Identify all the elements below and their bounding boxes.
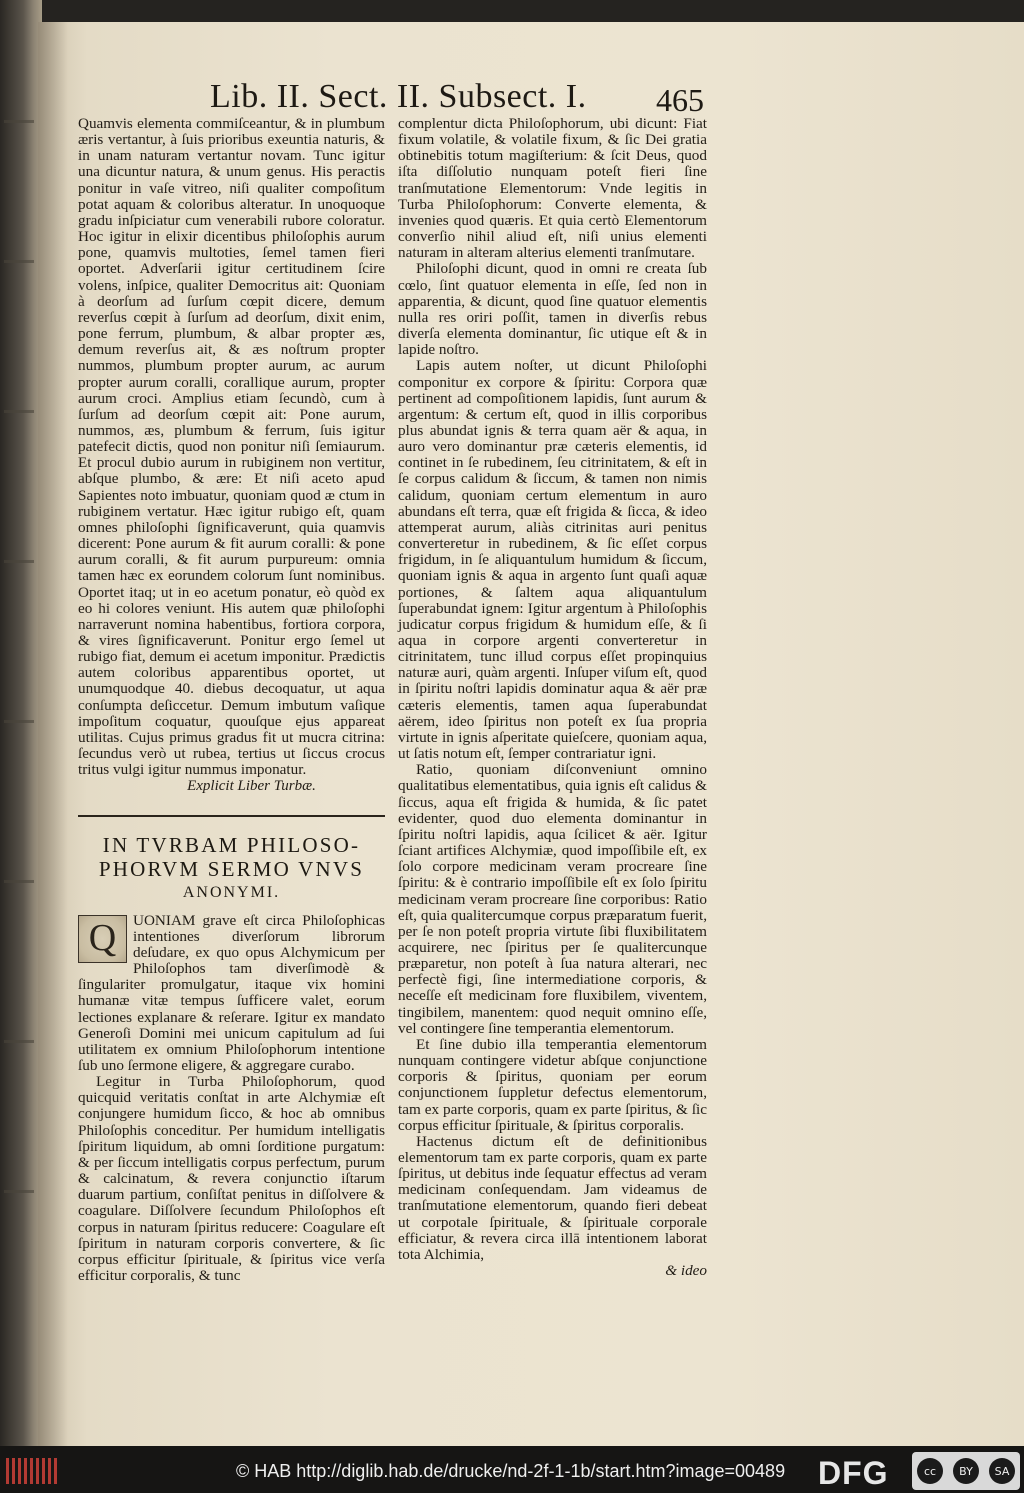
dropcap-initial: Q: [78, 915, 127, 963]
right-paragraph-3: Lapis autem noſter, ut dicunt Philoſophi componitur ex corpore & ſpiritu: Corpora quæ pertinent ad compoſitionem lapidis, ſunt aurum & argentum: & certum eſt, quod in illis corporibus plus abundat ignis & terra quam aër & aqua, in auro vero dominantur præ cæteris elementis, id continet in ſe rubedinem, ſeu citrinitatem, & eſt in ſe corpus calidum & ſiccum, & tamen non nimis calidum, quoniam certum elementum in auro abundans eſt terra, quæ eſt frigida & ſicca, & ideo attemperat aurum, aliàs citrinitas auri penitus converteretur in rubedinem, & ſic eſſet corpus frigidum, in ſe aliquantulum humidum & ſiccum, quoniam ignis & aqua in argento ſunt quaſi aquæ portiones, & ſaltem aqua aliquantulum ſuperabundat ignem: Igitur argentum à Philoſophis judicatur corpus frigidum & humidum eſſe, & ſi aqua in corpore argenti converteretur in citrinitatem, tunc illud corpus eſſet propinquius naturæ auri, quàm argenti. Inſuper viſum eſt, quod in ſpiritu noſtri lapidis dominatur aqua & aër præ cæteris elementis, tamen aqua ſuperabundat aërem, ideo ſpiritus non poteſt ex ſua propria virtute in ignis aſperitate quieſcere, quoniam aqua, ut ſatis notum eſt, ſemper contrariatur igni.: [398, 357, 707, 763]
explicit-line: Explicit Liber Turbæ.: [187, 778, 316, 795]
catchword: & ideo: [665, 1262, 707, 1280]
by-icon: BY: [953, 1458, 979, 1484]
book-page: [38, 22, 1024, 1446]
cc-icon: cc: [917, 1458, 943, 1484]
right-paragraph-6: Hactenus dictum eſt de definitionibus elementorum tam ex parte corporis, quam ex parte ſpiritus, ut debitus inde ſequatur effectus ad veram medicinam conſequendam. Jam videamus de tranſmutatione elementorum, quando fieri debeat ut corpotale ſpirituale, & ſpirituale corporale efficiatur, & revera circa illā intentionem laborat tota Alchimia,: [398, 1132, 707, 1263]
left-paragraph-3: Legitur in Turba Philoſophorum, quod quicquid veritatis conſtat in arte Alchymiæ eſt conjungere humidum ſicco, & hoc ab omnibus Philoſophis conceditur. Per humidum intelligatis ſpiritum liquidum, ab omni ſorditione purgatum: & per ſiccum intelligatis corpus perfectum, purum & calcinatum, & revera conjunctio iſtarum duarum partium, conſiſtat penitus in diſſolvere & coagulare. Diſſolvere ſecundum Philoſophos eſt corpus in naturam ſpiritus reducere: Coagulare eſt ſpiritum in naturam corporis convertere, & ſic corpus efficitur ſpirituale, & ſpiritus vice verſa efficitur corporalis, & tunc: [78, 1073, 385, 1284]
dfg-logo: DFG: [818, 1455, 889, 1491]
previous-page-edge: [0, 0, 42, 1446]
right-column: [398, 116, 707, 1279]
section-heading-line-2: PHORVM SERMO VNVS: [98, 856, 365, 881]
right-paragraph-1: complentur dicta Philoſophorum, ubi dicunt: Fiat fixum volatile, & volatile fixum, & ſic Dei gratia obtinebitis totum magiſterium: & ſcit Deus, quod iſta diſſolutio nunquam poteſt fieri ſine tranſmutatione Elementorum: Vnde legitis in Turba Philoſophorum: Converte elementa, & invenies quod quæris. Et quia certò Elementorum converſio nihil aliud eſt, niſi unius elementi naturam in alteram alterius elementi tranſmutare.: [398, 115, 707, 262]
section-rule: [78, 815, 385, 817]
section-heading-line-1: IN TVRBAM PHILOSO-: [102, 832, 361, 857]
right-paragraph-2: Philoſophi dicunt, quod in omni re creata ſub cœlo, ſint quatuor elementa in eſſe, ſed non in apparentia, & dicunt, quod ſine quatuor elementis nulla res oriri poſſit, tamen in diverſis rebus diverſa elementa dominantur, ſic utique eſt & in lapide noſtro.: [398, 260, 707, 359]
right-paragraph-5: Et ſine dubio illa temperantia elementorum nunquam contingere videtur abſque conjunctione corporis & ſpiritus, quoniam per eorum conjunctionem ſuppletur defectus elementorum, tam ex parte corporis, quam ex parte ſpiritus, & ſic corpus efficitur ſpirituale, & ſpiritus corporalis.: [398, 1035, 707, 1134]
section-heading-line-3: ANONYMI.: [182, 883, 281, 901]
left-paragraph-1: Quamvis elementa commiſceantur, & in plumbum æris vertantur, à ſuis prioribus exeuntia naturis, & in unam naturam vertantur novam. Tunc igitur una dicuntur natura, & unum genus. His peractis ponitur in vaſe vitreo, niſi qualiter compoſitum potat aquam & coloribus alteratur. In unoquoque gradu inſpiciatur cum venerabili rubore coloratur. Hoc igitur in elixir dicentibus philoſophis aurum pone, quamvis multoties, ſemel tamen fieri oportet. Adverſarii igitur certitudinem ſcire volens, inſpice, qualiter Democritus ait: Quoniam à deorſum ad ſurſum cœpit dicere, demum reverſus cœpit à ſurſum ad deorſum, dixit enim, pone ferrum, plumbum, & albar propter æs, demum reverſus ait, & æs noſtrum propter nummos, plumbum propter aurum, ac aurum propter aurum coralli, corallique aurum, propter aurum croci. Amplius etiam ſecundò, cum à ſurſum ad deorſum cœpit ait: Pone aurum, nummos, æs, plumbum & ferrum, ſuis igitur patefecit dictis, quod non ponitur niſi ſemiaurum. Et procul dubio aurum in rubiginem non vertitur, abſque plumbo, & ære: Et niſi aceto apud Sapientes noto imbuatur, quoniam quod æ ctum in rubiginem vertatur. Hæc igitur rubigo eſt, quam omnes philoſophi ſignificaverunt, quia quamvis dicerent: Pone aurum & fit aurum coralli: & pone aurum coralli, & fit aurum purpureum: omnia tamen hæc ex eorundem colorum ſunt nominibus. Oportet itaq; ut in eo acetum ponatur, eò quòd ex eo hi colores veniunt. His autem quæ philoſophi narraverunt nomina habentibus, fortiora corpora, & vires ſignificaverunt. Ponitur ergo ſemel ut rubigo fiat, demum ei acetum imponitur. Prædictis autem coloribus apparentibus oportet, ut unumquodque 40. diebus decoquatur, ut aqua conſumpta deſiccetur. Demum imbutum vaſique impoſitum coquatur, quouſque ejus appareat utilitas. Cujus primus gradus fit ut mucra citrina: ſecundus verò ut rubea, tertius ut ſiccus crocus tritus vulgi igitur nummus imponatur.: [78, 115, 385, 779]
source-credit-link[interactable]: © HAB http://diglib.hab.de/drucke/nd-2f-1-1b/start.htm?image=00489: [236, 1461, 786, 1481]
left-paragraph-2: [78, 913, 385, 1075]
left-column: [78, 116, 385, 1284]
barcode-icon: [6, 1458, 57, 1484]
gutter-shadow: [38, 22, 68, 1446]
right-paragraph-4: Ratio, quoniam diſconveniunt omnino qualitatibus elementatibus, quia ignis eſt calidus & ſiccus, aqua eſt frigida & humida, & ſic patet evidenter, quod duo elementa dominantur in ſpiritu noſtri lapidis, aqua ſcilicet & aër. Igitur ſciant artifices Alchymiæ, quod impoſſibile eſt, ex ſolo corpore medicinam veram procreare ſine ſpiritu: & è contrario impoſſibile eſt ex ſolo ſpiritu medicinam veram procreare ſine corporibus: Ratio eſt, quia qualitercumque corpus præparatum fuerit, per ſe non poteſt propria virtute ſibi fluxibilitatem acquirere, nec ſpiritus per ſe qualitercunque præparetur, non poteſt à ſua natura alterari, nec perfectè figi, ſine intermediatione corporis, & neceſſe eſt medicinam fore fluxibilem, viventem, tingibilem, manentem: quod nequit omnino eſſe, vel contingere ſine temperantia elementorum.: [398, 761, 707, 1037]
left-paragraph-2-text: UONIAM grave eſt circa Philoſophicas intentiones diverſorum librorum deſudare, ex quo opus Alchymicum per Philoſophos tam diverſimodè & ſingulariter promulgatur, itaque vix homini humanæ vitæ tempus ſufficere valet, eorum lectiones explanare & reſerare. Igitur ex mandato Generoſi Domini mei unicum capitulum ad ſui utilitatem ex omnium Philoſophorum intentione ſub uno ſermone eligere, & aggregare curabo.: [78, 911, 385, 1074]
sa-icon: SA: [989, 1458, 1015, 1484]
running-head: Lib. II. Sect. II. Subsect. I.: [210, 78, 587, 115]
cc-license-badge[interactable]: [912, 1452, 1020, 1490]
page-number: 465: [656, 82, 704, 118]
